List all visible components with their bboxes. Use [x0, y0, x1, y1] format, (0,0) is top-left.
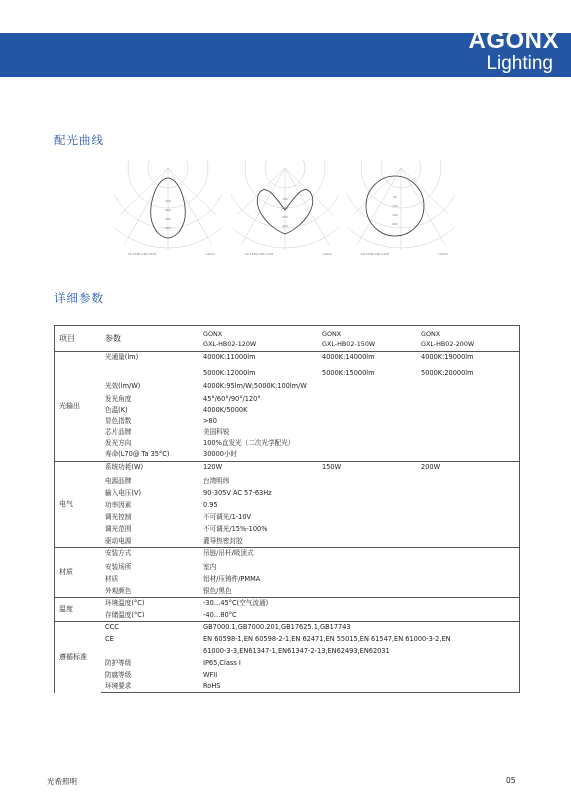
- param-value: 美国科锐: [199, 427, 520, 438]
- table-row: [55, 381, 520, 394]
- table-row: [55, 488, 520, 500]
- param-label: 发光方向: [105, 438, 132, 447]
- param-value: 吊链/吊杆/吸顶式: [199, 548, 520, 562]
- param-label: 寿命(L70@ Ta 35°C): [105, 449, 170, 458]
- table-row: [55, 476, 520, 488]
- param-label: 材质: [105, 574, 119, 583]
- params-section-title: 详细参数: [54, 291, 104, 305]
- table-row: [55, 536, 520, 548]
- svg-text:C0-C180 C90-C270: C0-C180 C90-C270: [127, 252, 157, 256]
- table-row: [55, 598, 520, 610]
- param-value: 0.95: [199, 500, 520, 512]
- param-label: 安装方式: [101, 548, 199, 562]
- param-value: 4000K:95lm/W;5000K:100lm/W: [199, 381, 520, 394]
- param-label: [101, 368, 199, 381]
- svg-text:100: 100: [392, 204, 398, 208]
- param-value: 5000K:15000lm: [322, 368, 375, 377]
- param-label: 调光范围: [105, 524, 132, 533]
- svg-text:200: 200: [392, 222, 398, 226]
- param-label: 安装场所: [105, 562, 132, 571]
- table-row: [55, 622, 520, 634]
- param-value: 银色/黑色: [199, 586, 520, 598]
- param-value: 5000K:20000lm: [417, 368, 520, 381]
- light-curve-2: [231, 160, 339, 258]
- svg-text:300: 300: [165, 217, 171, 221]
- param-label: CCC: [101, 622, 199, 634]
- param-label: 功率因素: [105, 500, 132, 509]
- param-value: 4000K:11000lm: [199, 352, 318, 368]
- table-row: [55, 438, 520, 449]
- param-label: 光通量(lm): [101, 352, 199, 368]
- svg-text:100: 100: [282, 197, 288, 201]
- table-row: [55, 368, 520, 381]
- table-row: [55, 670, 520, 681]
- param-label: 输入电压(V): [105, 488, 142, 497]
- header-model-2: GONX GXL-HB02-150W: [318, 326, 417, 352]
- param-value: >80: [199, 416, 520, 427]
- table-row: [55, 610, 520, 622]
- svg-text:150: 150: [392, 213, 398, 217]
- svg-text:C0-C180 C90-C270: C0-C180 C90-C270: [244, 252, 274, 256]
- header-model-3: GONX GXL-HB02-200W: [417, 326, 520, 352]
- svg-text:300: 300: [282, 215, 288, 219]
- light-curve-3: [347, 160, 455, 258]
- table-row: [55, 524, 520, 536]
- table-row: [55, 548, 520, 562]
- header-item: 项目: [55, 326, 102, 352]
- table-row: [55, 394, 520, 405]
- param-label: 环境温度(°C): [101, 598, 199, 610]
- table-row: [55, 462, 520, 476]
- param-label: 电源品牌: [105, 476, 132, 485]
- svg-text:200: 200: [282, 206, 288, 210]
- curves-section-title: 配光曲线: [54, 133, 104, 147]
- svg-text:200: 200: [165, 208, 171, 212]
- param-value: -30…45°C(空气流通): [199, 598, 520, 610]
- light-curve-1: [114, 160, 222, 258]
- table-row: [55, 427, 520, 438]
- param-value: 30000小时: [199, 449, 520, 462]
- table-row: [55, 574, 520, 586]
- param-value: 室内: [199, 562, 520, 574]
- param-value: 4000K:19000lm: [417, 352, 520, 368]
- svg-text:400: 400: [165, 226, 171, 230]
- group-label: 光输出: [55, 352, 102, 462]
- svg-text:cd/klm: cd/klm: [321, 252, 333, 256]
- param-value: 不可调光/15%-100%: [199, 524, 520, 536]
- param-value: -40…80°C: [199, 610, 520, 622]
- table-row: [55, 586, 520, 598]
- param-value: 45°/60°/90°/120°: [199, 394, 520, 405]
- brand-logo-sub: Lighting: [486, 53, 553, 74]
- param-label: 驱动电源: [105, 536, 132, 545]
- param-value: 台湾明纬: [199, 476, 520, 488]
- table-row: [55, 634, 520, 646]
- param-value: 61000-3-3,EN61347-1,EN61347-2-13,EN62493,EN62031: [199, 646, 520, 658]
- table-row: [55, 562, 520, 574]
- param-label: 光效(lm/W): [105, 381, 141, 390]
- spec-table: [54, 325, 520, 693]
- svg-text:100: 100: [165, 199, 171, 203]
- param-value: 4000K/5000K: [199, 405, 520, 416]
- group-label: 材质: [55, 548, 102, 598]
- param-label: [101, 646, 199, 658]
- table-header-row: [55, 326, 520, 352]
- param-value: 150W: [318, 462, 417, 476]
- table-row: [55, 500, 520, 512]
- svg-text:50: 50: [393, 195, 397, 199]
- param-label: 发光角度: [105, 394, 132, 403]
- brand-logo-name: AGONX: [468, 27, 559, 54]
- param-label: 调光控制: [105, 512, 132, 521]
- param-label: 芯片品牌: [105, 427, 132, 436]
- param-label: 防腐等级: [105, 670, 132, 679]
- param-label: CE: [105, 634, 114, 643]
- table-row: [55, 449, 520, 462]
- param-value: 灌导热密封胶: [199, 536, 520, 548]
- footer-company: 光希照明: [47, 777, 77, 786]
- param-value: 90-305V AC 57-63Hz: [199, 488, 520, 500]
- param-label: 系统功耗(W): [101, 462, 199, 476]
- param-value: EN 60598-1,EN 60598-2-1,EN 62471,EN 55015,EN 61547,EN 61000-3-2,EN: [199, 634, 520, 646]
- param-value: 200W: [417, 462, 520, 476]
- header-model-1: GONX GXL-HB02-120W: [199, 326, 318, 352]
- table-row: [55, 416, 520, 427]
- footer-page-number: 05: [506, 776, 516, 785]
- param-value: 铝材/压铸件/PMMA: [199, 574, 520, 586]
- header-param: 参数: [101, 326, 199, 352]
- table-row: [55, 352, 520, 368]
- param-value: 120W: [199, 462, 318, 476]
- param-label: 显色指数: [105, 416, 132, 425]
- param-value: 100%直发光（二次光学配光）: [199, 438, 520, 449]
- group-label: 遵循标准: [55, 622, 102, 693]
- param-value: 4000K:14000lm: [318, 352, 417, 368]
- param-label: 存储温度(°C): [105, 610, 145, 619]
- svg-text:cd/klm: cd/klm: [204, 252, 216, 256]
- param-label: 外观颜色: [105, 586, 132, 595]
- table-row: [55, 512, 520, 524]
- param-label: 防护等级: [105, 658, 132, 667]
- svg-text:cd/klm: cd/klm: [437, 252, 449, 256]
- param-value: 不可调光/1-10V: [199, 512, 520, 524]
- param-label: 色温(K): [105, 405, 128, 414]
- table-row: [55, 646, 520, 658]
- table-row: [55, 681, 520, 693]
- param-value: 5000K:12000lm: [203, 368, 256, 377]
- svg-text:400: 400: [282, 224, 288, 228]
- param-value: IP65,Class I: [199, 658, 520, 670]
- param-label: 环境要求: [101, 681, 199, 693]
- param-value: GB7000.1,GB7000.201,GB17625.1,GB17743: [199, 622, 520, 634]
- param-value: RoHS: [199, 681, 520, 693]
- group-label: 温度: [55, 598, 102, 622]
- svg-text:C0-C180 C90-C270: C0-C180 C90-C270: [360, 252, 390, 256]
- param-value: WFII: [199, 670, 520, 681]
- table-row: [55, 658, 520, 670]
- group-label: 电气: [55, 462, 102, 548]
- table-row: [55, 405, 520, 416]
